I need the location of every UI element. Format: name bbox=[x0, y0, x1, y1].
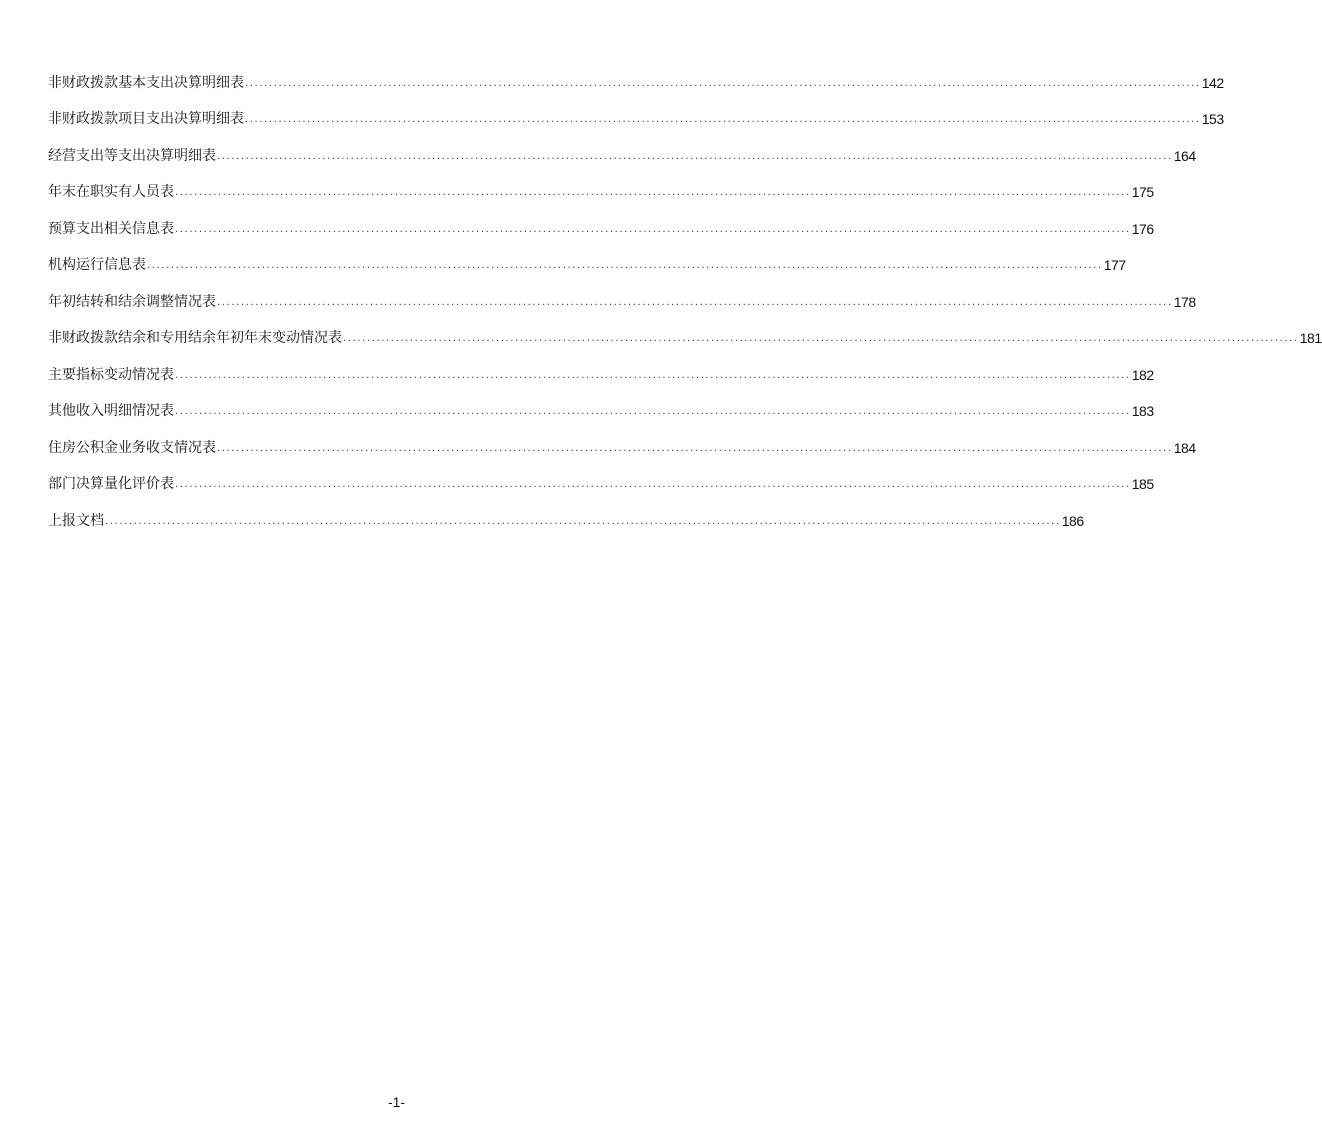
toc-entry[interactable] bbox=[48, 56, 1224, 93]
toc-entry-title: 非财政拨款基本支出决算明细表 bbox=[48, 74, 244, 91]
dot-leader: ........................................................................................................................................................................................................ bbox=[175, 406, 1131, 417]
table-of-contents bbox=[48, 56, 1322, 531]
dot-leader: ........................................................................................................................................................................................................ bbox=[175, 369, 1131, 381]
toc-entry-title: 经营支出等支出决算明细表 bbox=[48, 147, 216, 164]
dot-leader: ........................................................................................................................................................................................................ bbox=[217, 442, 1173, 454]
toc-entry-title: 机构运行信息表 bbox=[48, 257, 146, 273]
toc-entry-title: 其他收入明细情况表 bbox=[48, 403, 174, 419]
toc-entry[interactable] bbox=[48, 275, 1196, 312]
dot-leader: ........................................................................................................................................................................................................ bbox=[245, 114, 1201, 125]
toc-entry-page: 142 bbox=[1201, 74, 1224, 91]
toc-entry-page: 153 bbox=[1201, 111, 1224, 127]
toc-entry-title: 上报文档 bbox=[48, 512, 104, 529]
toc-entry-page: 182 bbox=[1131, 366, 1154, 383]
dot-leader: ........................................................................................................................................................................................................ bbox=[175, 187, 1131, 198]
toc-entry[interactable] bbox=[48, 202, 1154, 239]
dot-leader: ........................................................................................................................................................................................................ bbox=[147, 260, 1103, 271]
toc-entry-page: 181 bbox=[1299, 330, 1322, 346]
toc-entry-page: 177 bbox=[1103, 257, 1126, 273]
dot-leader: ........................................................................................................................................................................................................ bbox=[175, 223, 1131, 235]
toc-entry[interactable] bbox=[48, 421, 1196, 458]
toc-entry-page: 185 bbox=[1131, 476, 1154, 492]
page-number: -1- bbox=[387, 1094, 406, 1110]
toc-entry-page: 164 bbox=[1173, 147, 1196, 164]
toc-entry-page: 178 bbox=[1173, 293, 1196, 310]
toc-entry-title: 非财政拨款结余和专用结余年初年末变动情况表 bbox=[48, 330, 342, 346]
toc-entry[interactable] bbox=[48, 129, 1196, 166]
dot-leader: ........................................................................................................................................................................................................ bbox=[343, 333, 1299, 344]
dot-leader: ........................................................................................................................................................................................................ bbox=[105, 515, 1061, 527]
toc-entry[interactable] bbox=[48, 239, 1126, 276]
toc-entry-title: 部门决算量化评价表 bbox=[48, 476, 174, 492]
toc-entry-page: 184 bbox=[1173, 439, 1196, 456]
toc-entry[interactable] bbox=[48, 166, 1154, 203]
toc-entry-title: 主要指标变动情况表 bbox=[48, 366, 174, 383]
toc-entry[interactable] bbox=[48, 458, 1154, 495]
toc-entry[interactable] bbox=[48, 348, 1154, 385]
toc-entry-page: 186 bbox=[1061, 512, 1084, 529]
dot-leader: ........................................................................................................................................................................................................ bbox=[175, 479, 1131, 490]
dot-leader: ........................................................................................................................................................................................................ bbox=[217, 296, 1173, 308]
toc-entry-title: 年末在职实有人员表 bbox=[48, 184, 174, 200]
toc-entry-title: 住房公积金业务收支情况表 bbox=[48, 439, 216, 456]
toc-entry-page: 175 bbox=[1131, 184, 1154, 200]
dot-leader: ........................................................................................................................................................................................................ bbox=[217, 150, 1173, 162]
dot-leader: ........................................................................................................................................................................................................ bbox=[245, 77, 1201, 89]
toc-entry[interactable] bbox=[48, 494, 1084, 531]
toc-entry-title: 非财政拨款项目支出决算明细表 bbox=[48, 111, 244, 127]
toc-entry[interactable] bbox=[48, 93, 1224, 130]
toc-entry-page: 176 bbox=[1131, 220, 1154, 237]
toc-entry[interactable] bbox=[48, 312, 1322, 349]
toc-entry-title: 年初结转和结余调整情况表 bbox=[48, 293, 216, 310]
toc-entry[interactable] bbox=[48, 385, 1154, 422]
toc-entry-title: 预算支出相关信息表 bbox=[48, 220, 174, 237]
toc-entry-page: 183 bbox=[1131, 403, 1154, 419]
